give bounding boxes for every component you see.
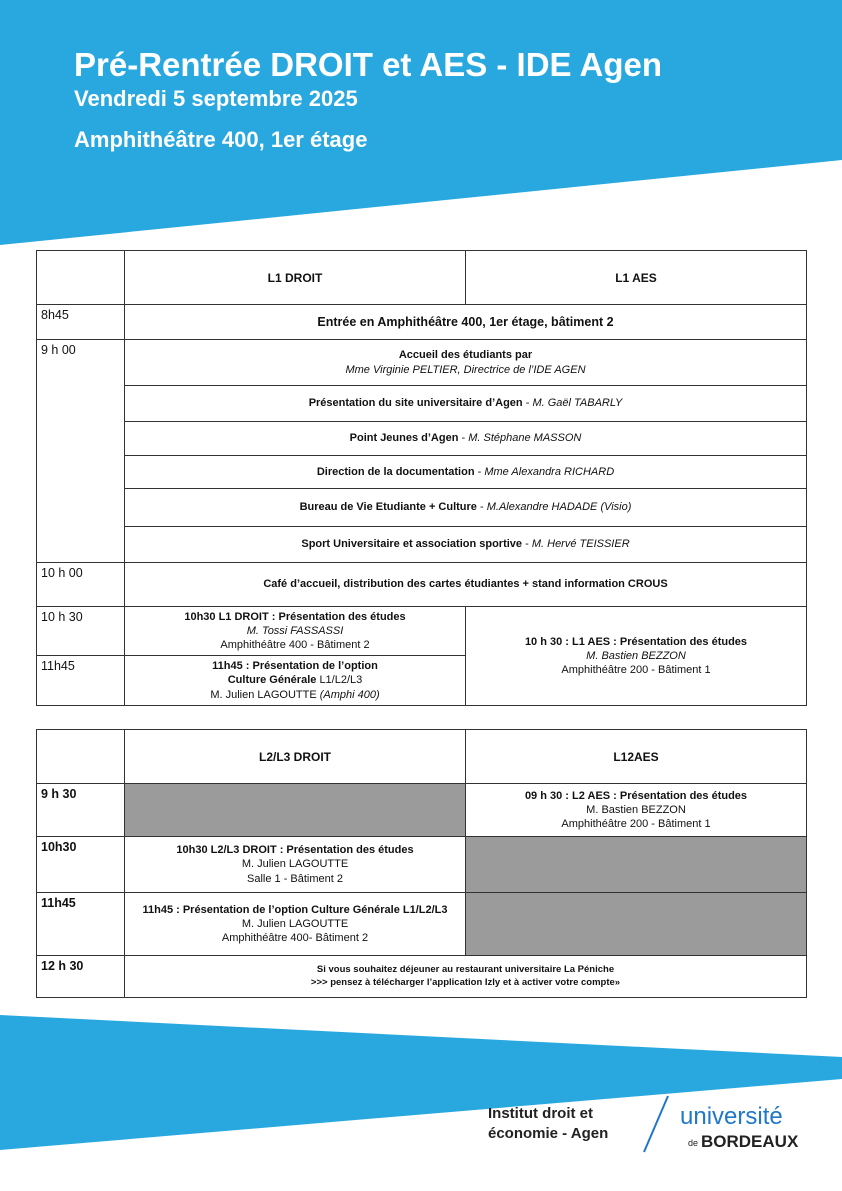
option-levels: L1/L2/L3 (319, 674, 363, 687)
separator: - (461, 432, 466, 445)
l2-aes-presentation (466, 784, 807, 837)
empty-header-cell (37, 730, 125, 784)
l23-option-person: M. Julien LAGOUTTE (241, 917, 349, 930)
option-title-2: Culture Générale (227, 674, 317, 687)
event-location: Amphithéâtre 400, 1er étage (74, 127, 368, 152)
logo-slash (644, 1096, 668, 1152)
pij-person: M. Stéphane MASSON (468, 432, 582, 445)
l23-droit-room: Salle 1 - Bâtiment 2 (247, 872, 343, 885)
welcome-row (125, 340, 807, 386)
l1-droit-pres-room: Amphithéâtre 400 - Bâtiment 2 (220, 639, 370, 652)
l23-droit-person: M. Julien LAGOUTTE (241, 858, 349, 871)
schedule-table-l2-l3 (36, 729, 807, 998)
event-date: Vendredi 5 septembre 2025 (74, 86, 358, 111)
empty-header-cell (37, 251, 125, 305)
lunch-line-2: >>> pensez à télécharger l’application Izly et à activer votre compte» (310, 976, 621, 988)
point-jeunes-row (125, 422, 807, 456)
schedule-table-l1 (36, 250, 807, 706)
bve-person: M.Alexandre HADADE (Visio) (486, 501, 632, 514)
lunch-info-row (125, 956, 807, 998)
l1-aes-pres-room: Amphithéâtre 200 - Bâtiment 1 (561, 664, 711, 677)
logo-de-text: de (688, 1138, 699, 1148)
site-title: Présentation du site universitaire d’Agen (308, 397, 523, 410)
l23-option-room: Amphithéâtre 400- Bâtiment 2 (221, 932, 369, 945)
lunch-line-1: Si vous souhaitez déjeuner au restaurant universitaire La Péniche (316, 964, 615, 976)
empty-grey-cell (466, 837, 807, 893)
l23-droit-title: 10h30 L2/L3 DROIT : Présentation des études (176, 844, 414, 857)
separator: - (525, 397, 530, 410)
column-header-l23-droit: L2/L3 DROIT (125, 730, 466, 784)
coffee-row (125, 563, 807, 607)
time-cell-10h00: 10 h 00 (37, 563, 125, 607)
coffee-text: Café d’accueil, distribution des cartes étudiantes + stand information CROUS (263, 578, 668, 591)
l23-droit-presentation (125, 837, 466, 893)
pij-title: Point Jeunes d’Agen (349, 432, 459, 445)
time-cell-11h45: 11h45 (37, 893, 125, 956)
page-title: Pré-Rentrée DROIT et AES - IDE Agen (74, 46, 662, 83)
time-cell-10h30: 10h30 (37, 837, 125, 893)
separator: - (525, 538, 529, 551)
documentation-row (125, 456, 807, 489)
time-cell-12h30: 12 h 30 (37, 956, 125, 998)
ide-logo-line-2: économie - Agen (488, 1124, 609, 1142)
l1-droit-presentation (125, 607, 466, 656)
time-cell-8h45: 8h45 (37, 305, 125, 340)
empty-grey-cell (466, 893, 807, 956)
entry-text: Entrée en Amphithéâtre 400, 1er étage, bâtiment 2 (317, 314, 614, 329)
site-presentation-row (125, 386, 807, 422)
sport-person: M. Hervé TEISSIER (531, 538, 630, 551)
sport-row (125, 527, 807, 563)
l1-aes-presentation (466, 607, 807, 706)
culture-option-l23 (125, 893, 466, 956)
time-cell-11h45: 11h45 (37, 656, 125, 706)
entry-row (125, 305, 807, 340)
bve-title: Bureau de Vie Etudiante + Culture (299, 501, 477, 514)
logo-bordeaux-text: BORDEAUX (701, 1132, 799, 1151)
l2-aes-person: M. Bastien BEZZON (586, 803, 686, 816)
time-cell-10h30: 10 h 30 (37, 607, 125, 656)
logo-universite-text: université (680, 1103, 783, 1130)
column-header-l1-droit: L1 DROIT (125, 251, 466, 305)
column-header-l1-aes: L1 AES (466, 251, 807, 305)
site-person: M. Gaël TABARLY (532, 397, 623, 410)
student-life-row (125, 489, 807, 527)
top-banner (0, 0, 842, 245)
sport-title: Sport Universitaire et association sportive (301, 538, 523, 551)
time-cell-9h00: 9 h 00 (37, 340, 125, 563)
universite-bordeaux-logo (640, 1094, 820, 1154)
l2-aes-title: 09 h 30 : L2 AES : Présentation des études (524, 789, 748, 802)
l1-aes-pres-title: 10 h 30 : L1 AES : Présentation des études (524, 635, 748, 648)
ide-logo-line-1: Institut droit et (488, 1105, 593, 1122)
separator: - (477, 465, 482, 478)
l1-aes-pres-person: M. Bastien BEZZON (586, 649, 686, 662)
l23-option-title: 11h45 : Présentation de l’option Culture Générale L1/L2/L3 (142, 903, 448, 916)
welcome-person: Mme Virginie PELTIER, Directrice de l’IDE AGEN (345, 363, 586, 376)
separator: - (480, 501, 484, 514)
doc-title: Direction de la documentation (316, 465, 475, 478)
l1-droit-pres-title: 10h30 L1 DROIT : Présentation des études (184, 610, 406, 623)
ide-agen-logo (488, 1104, 608, 1143)
column-header-l12-aes: L12AES (466, 730, 807, 784)
option-room: (Amphi 400) (319, 688, 380, 701)
option-title-1: 11h45 : Présentation de l’option (212, 660, 378, 673)
l2-aes-room: Amphithéâtre 200 - Bâtiment 1 (561, 818, 711, 831)
option-person: M. Julien LAGOUTTE (210, 688, 317, 701)
culture-option-l1 (125, 656, 466, 706)
time-cell-9h30: 9 h 30 (37, 784, 125, 837)
l1-droit-pres-person: M. Tossi FASSASSI (246, 624, 344, 637)
empty-grey-cell (125, 784, 466, 837)
welcome-title: Accueil des étudiants par (398, 349, 533, 362)
doc-person: Mme Alexandra RICHARD (484, 465, 615, 478)
